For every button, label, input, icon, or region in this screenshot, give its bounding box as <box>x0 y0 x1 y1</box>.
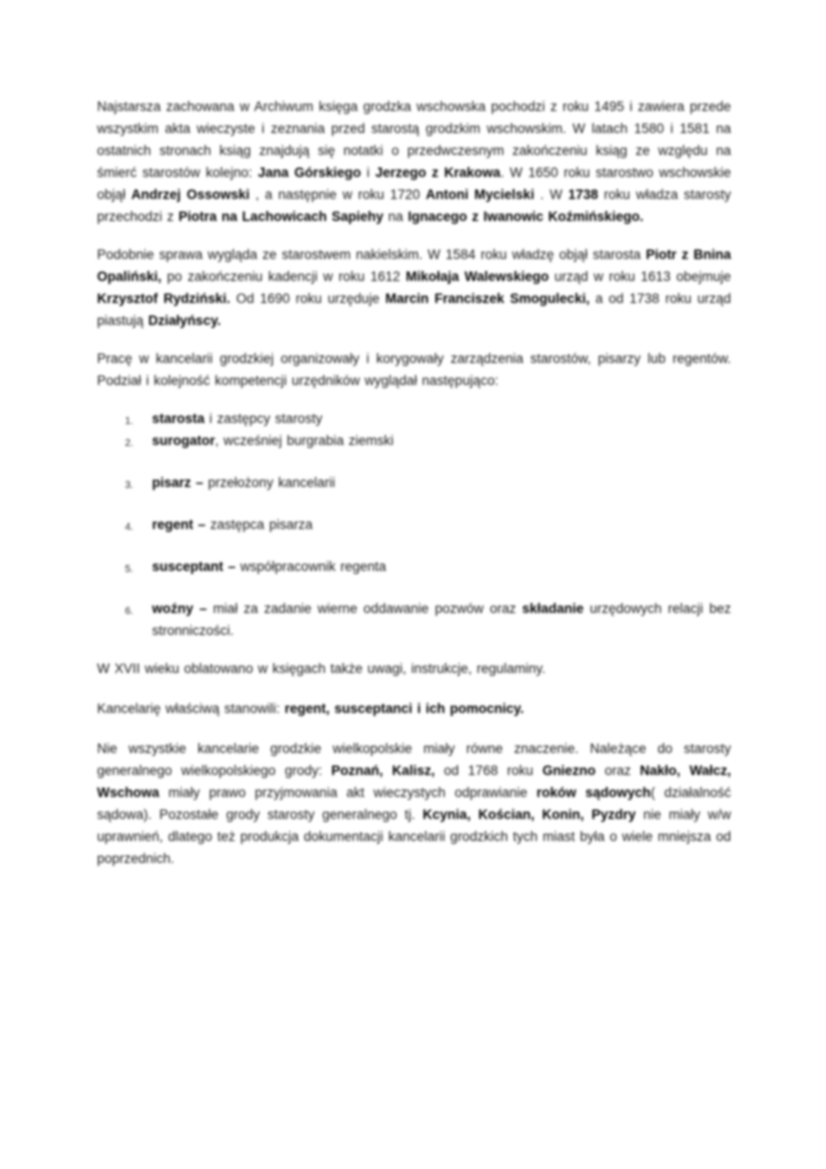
list-item-text: regent – zastępca pisarza <box>152 517 313 532</box>
list-item-number: 1. <box>125 416 134 427</box>
list-item-surogator <box>97 430 731 452</box>
list-item-text: pisarz – przełożony kancelarii <box>152 475 336 490</box>
officials-ordered-list <box>97 408 731 642</box>
list-item-text: surogator, wcześniej burgrabia ziemski <box>152 433 394 448</box>
list-item-text: susceptant – współpracownik regenta <box>152 559 387 574</box>
paragraph-greater-poland-chanceries: Nie wszystkie kancelarie grodzkie wielkopolskie miały równe znaczenie. Należące do starosty generalnego wielkopolskiego grody: Poznań, Kalisz, od 1768 roku Gniezno oraz Nakło, Wałcz, Wschowa miały prawo przyjmowania akt wieczystych odprawianie roków sądowych( działalność sądowa). Pozostałe grody starosty generalnego tj. Kcynia, Kościan, Konin, Pyzdry nie miały w/w uprawnień, dlatego też produkcja dokumentacji kancelarii grodzkich tych miast była o wiele mniejsza od poprzednich. <box>97 741 731 866</box>
paragraph-proper-chancery: Kancelarię właściwą stanowili: regent, susceptanci i ich pomocnicy. <box>97 701 524 716</box>
list-item-number: 4. <box>125 522 134 533</box>
paragraph-wschowa-books: Najstarsza zachowana w Archiwum księga grodzka wschowska pochodzi z roku 1495 i zawiera przede wszystkim akta wieczyste i zeznania przed starostą grodzkim wschowskim. W latach 1580 i 1581 na ostatnich stronach ksiąg znajdują się notatki o przedwczesnym zakończeniu ksiąg ze względu na śmierć starostów kolejno: Jana Górskiego i Jerzego z Krakowa. W 1650 roku starostwo wschowskie objął Andrzej Ossowski , a następnie w roku 1720 Antoni Mycielski . W 1738 roku władza starosty przechodzi z Piotra na Lachowicach Sapiehy na Ignacego z Iwanowic Koźmińskiego. <box>97 99 731 224</box>
paragraph-chancery-intro: Pracę w kancelarii grodzkiej organizowały i korygowały zarządzenia starostów, pisarzy lub regentów. Podział i kolejność kompetencji urzędników wyglądał następująco: <box>97 351 731 388</box>
list-item-susceptant <box>97 556 731 578</box>
list-item-text: starosta i zastępcy starosty <box>152 411 323 426</box>
list-item-number: 2. <box>125 438 134 449</box>
list-item-number: 6. <box>125 606 134 617</box>
list-item-number: 3. <box>125 480 134 491</box>
list-item-starosta <box>97 408 731 430</box>
paragraph-xvii-century: W XVII wieku oblatowano w księgach także uwagi, instrukcje, regulaminy. <box>97 661 546 676</box>
list-item-wozny <box>97 598 731 642</box>
document-text-block <box>97 96 731 886</box>
list-item-pisarz <box>97 472 731 494</box>
list-item-regent <box>97 514 731 536</box>
list-item-text: woźny – miał za zadanie wierne oddawanie pozwów oraz składanie urzędowych relacji bez stronniczości. <box>152 601 731 638</box>
list-item-number: 5. <box>125 564 134 575</box>
paragraph-naklo-starosts: Podobnie sprawa wygląda ze starostwem nakielskim. W 1584 roku władzę objął starosta Piotr z Bnina Opaliński, po zakończeniu kadencji w roku 1612 Mikołaja Walewskiego urząd w roku 1613 obejmuje Krzysztof Rydziński. Od 1690 roku urzęduje Marcin Franciszek Smogulecki, a od 1738 roku urząd piastują Działyńscy. <box>97 247 731 328</box>
